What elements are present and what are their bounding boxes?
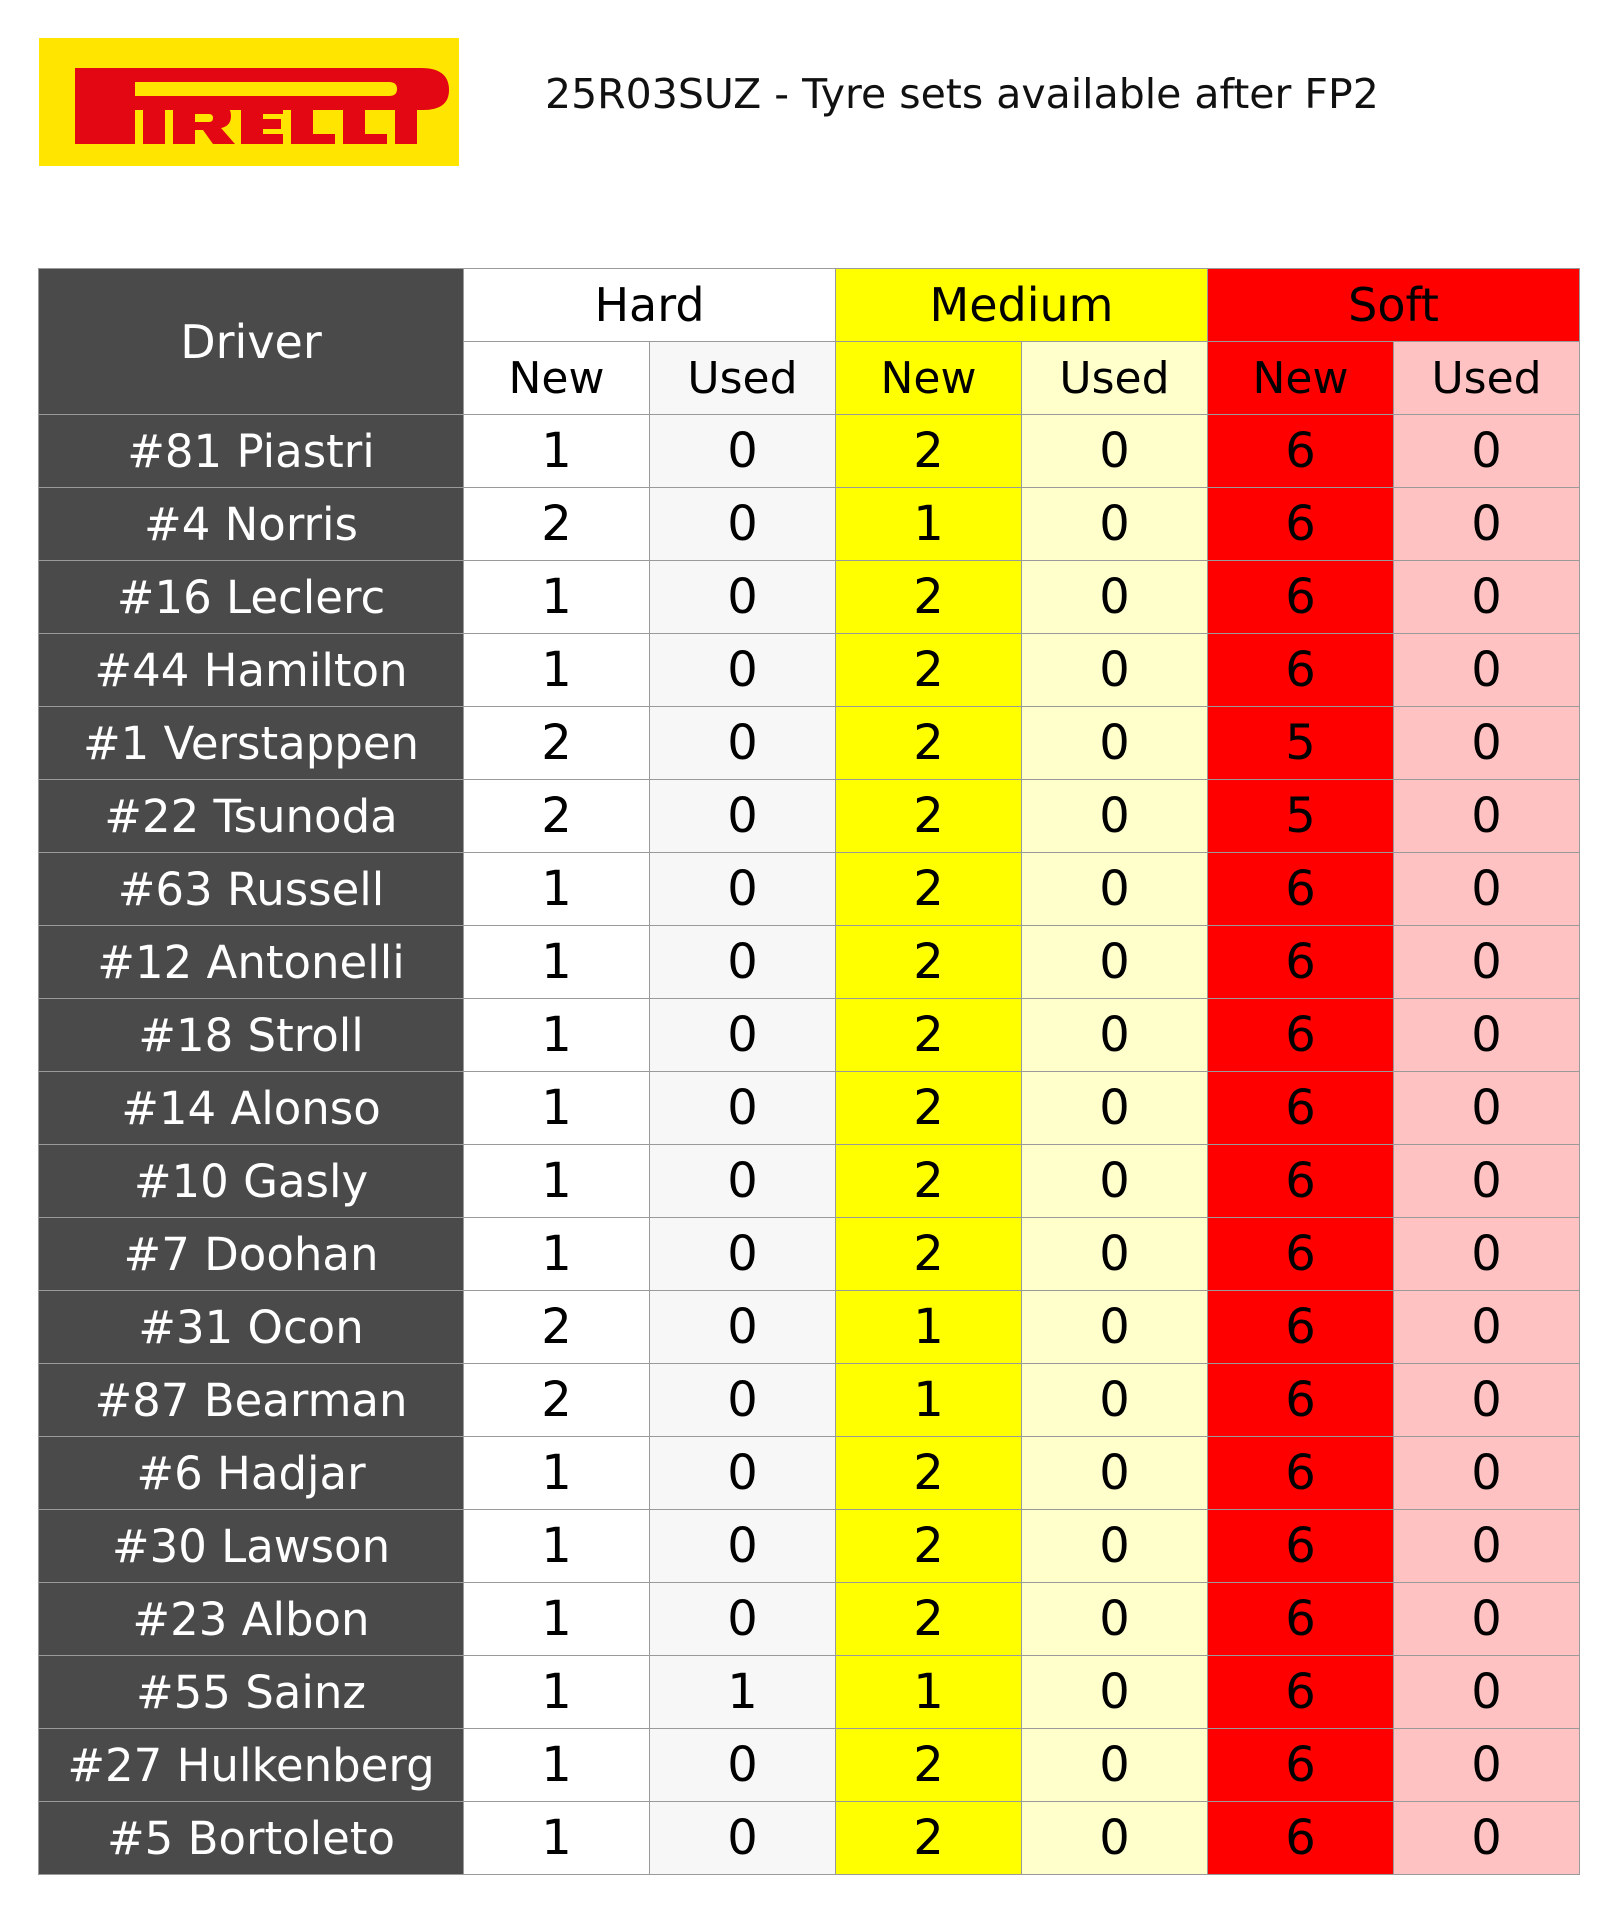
hard-new-cell: 2 [464,780,650,853]
soft-group-header: Soft [1208,269,1580,342]
table-row [39,415,1580,488]
soft-used-cell: 0 [1394,1364,1580,1437]
driver-name: #63 Russell [39,853,464,926]
medium-used-cell: 0 [1022,1364,1208,1437]
medium-used-cell: 0 [1022,634,1208,707]
soft-used-cell: 0 [1394,488,1580,561]
medium-used-cell: 0 [1022,1729,1208,1802]
soft-new-cell: 6 [1208,1656,1394,1729]
medium-new-cell: 2 [836,1218,1022,1291]
table-row [39,853,1580,926]
soft-used-cell: 0 [1394,1072,1580,1145]
hard-used-cell: 0 [650,1437,836,1510]
hard-new-cell: 1 [464,1656,650,1729]
medium-new-cell: 2 [836,999,1022,1072]
soft-new-cell: 6 [1208,561,1394,634]
medium-new-cell: 1 [836,1656,1022,1729]
tyre-sets-table [38,268,1580,1875]
medium-new-cell: 1 [836,1364,1022,1437]
driver-name: #44 Hamilton [39,634,464,707]
medium-new-cell: 2 [836,926,1022,999]
driver-name: #55 Sainz [39,1656,464,1729]
soft-new-cell: 6 [1208,1437,1394,1510]
medium-used-cell: 0 [1022,999,1208,1072]
soft-new-cell: 6 [1208,999,1394,1072]
soft-new-cell: 6 [1208,1583,1394,1656]
table-row [39,1145,1580,1218]
soft-new-cell: 5 [1208,707,1394,780]
soft-used-cell: 0 [1394,1656,1580,1729]
hard-used-cell: 0 [650,999,836,1072]
driver-name: #87 Bearman [39,1364,464,1437]
hard-used-cell: 0 [650,1802,836,1875]
soft-used-cell: 0 [1394,1510,1580,1583]
hard-used-cell: 0 [650,488,836,561]
table-row [39,999,1580,1072]
hard-new-cell: 1 [464,926,650,999]
medium-new-cell: 2 [836,853,1022,926]
table-row [39,634,1580,707]
soft-used-cell: 0 [1394,1802,1580,1875]
medium-used-cell: 0 [1022,1072,1208,1145]
medium-new-cell: 1 [836,488,1022,561]
medium-new-cell: 2 [836,1145,1022,1218]
hard-used-cell: 0 [650,780,836,853]
hard-new-cell: 1 [464,999,650,1072]
hard-used-cell: 0 [650,1218,836,1291]
soft-new-cell: 6 [1208,634,1394,707]
driver-name: #10 Gasly [39,1145,464,1218]
soft-used-cell: 0 [1394,707,1580,780]
soft-new-header: New [1208,342,1394,415]
table-body [39,415,1580,1875]
medium-new-cell: 2 [836,561,1022,634]
hard-new-cell: 1 [464,1729,650,1802]
pirelli-logo-wordmark [39,38,459,166]
soft-new-cell: 6 [1208,1802,1394,1875]
driver-name: #22 Tsunoda [39,780,464,853]
hard-new-cell: 1 [464,1145,650,1218]
medium-new-cell: 2 [836,707,1022,780]
table-row [39,561,1580,634]
medium-new-cell: 2 [836,1802,1022,1875]
page-title: 25R03SUZ - Tyre sets available after FP2 [545,70,1379,118]
medium-new-cell: 2 [836,1729,1022,1802]
soft-used-cell: 0 [1394,780,1580,853]
medium-new-cell: 2 [836,1583,1022,1656]
soft-new-cell: 6 [1208,1291,1394,1364]
hard-used-cell: 0 [650,1072,836,1145]
medium-new-cell: 2 [836,634,1022,707]
table-row [39,1729,1580,1802]
soft-new-cell: 6 [1208,926,1394,999]
table-row [39,1218,1580,1291]
driver-name: #18 Stroll [39,999,464,1072]
table-row [39,1656,1580,1729]
medium-used-cell: 0 [1022,1145,1208,1218]
table-row [39,1072,1580,1145]
hard-new-cell: 2 [464,1364,650,1437]
hard-group-header: Hard [464,269,836,342]
hard-used-cell: 0 [650,1583,836,1656]
soft-used-cell: 0 [1394,1145,1580,1218]
soft-new-cell: 6 [1208,853,1394,926]
medium-used-cell: 0 [1022,1218,1208,1291]
driver-name: #6 Hadjar [39,1437,464,1510]
driver-name: #27 Hulkenberg [39,1729,464,1802]
medium-used-header: Used [1022,342,1208,415]
hard-new-cell: 1 [464,853,650,926]
hard-new-cell: 1 [464,1510,650,1583]
hard-used-cell: 0 [650,634,836,707]
hard-new-cell: 2 [464,488,650,561]
medium-used-cell: 0 [1022,707,1208,780]
soft-new-cell: 6 [1208,1218,1394,1291]
soft-used-cell: 0 [1394,1583,1580,1656]
pirelli-logo [39,38,459,166]
hard-used-cell: 0 [650,561,836,634]
soft-used-cell: 0 [1394,561,1580,634]
soft-used-cell: 0 [1394,1437,1580,1510]
driver-name: #31 Ocon [39,1291,464,1364]
hard-new-cell: 1 [464,1802,650,1875]
hard-new-cell: 1 [464,1218,650,1291]
medium-new-cell: 2 [836,1072,1022,1145]
medium-used-cell: 0 [1022,488,1208,561]
hard-used-cell: 0 [650,926,836,999]
medium-new-cell: 2 [836,1437,1022,1510]
driver-name: #23 Albon [39,1583,464,1656]
hard-new-cell: 1 [464,634,650,707]
medium-used-cell: 0 [1022,853,1208,926]
hard-new-cell: 1 [464,1583,650,1656]
medium-new-cell: 2 [836,1510,1022,1583]
hard-new-cell: 1 [464,1437,650,1510]
medium-new-cell: 2 [836,415,1022,488]
hard-new-header: New [464,342,650,415]
hard-used-cell: 0 [650,853,836,926]
hard-new-cell: 1 [464,561,650,634]
soft-new-cell: 5 [1208,780,1394,853]
medium-used-cell: 0 [1022,1510,1208,1583]
table-row [39,1291,1580,1364]
table-row [39,1510,1580,1583]
hard-used-cell: 0 [650,415,836,488]
table-row [39,707,1580,780]
medium-used-cell: 0 [1022,561,1208,634]
soft-new-cell: 6 [1208,1510,1394,1583]
hard-new-cell: 2 [464,707,650,780]
driver-name: #81 Piastri [39,415,464,488]
table-row [39,1583,1580,1656]
soft-used-header: Used [1394,342,1580,415]
table-row [39,488,1580,561]
medium-used-cell: 0 [1022,780,1208,853]
soft-used-cell: 0 [1394,926,1580,999]
hard-used-cell: 0 [650,1145,836,1218]
hard-used-cell: 0 [650,1364,836,1437]
soft-new-cell: 6 [1208,1145,1394,1218]
soft-used-cell: 0 [1394,853,1580,926]
table-row [39,1802,1580,1875]
soft-new-cell: 6 [1208,1072,1394,1145]
table-row [39,1364,1580,1437]
hard-new-cell: 2 [464,1291,650,1364]
soft-new-cell: 6 [1208,488,1394,561]
soft-used-cell: 0 [1394,1218,1580,1291]
hard-used-cell: 0 [650,1291,836,1364]
driver-column-header: Driver [39,269,464,415]
medium-used-cell: 0 [1022,1291,1208,1364]
soft-new-cell: 6 [1208,1729,1394,1802]
medium-used-cell: 0 [1022,1583,1208,1656]
driver-name: #1 Verstappen [39,707,464,780]
hard-used-cell: 0 [650,1729,836,1802]
soft-new-cell: 6 [1208,1364,1394,1437]
medium-group-header: Medium [836,269,1208,342]
driver-name: #4 Norris [39,488,464,561]
soft-new-cell: 6 [1208,415,1394,488]
medium-used-cell: 0 [1022,1656,1208,1729]
medium-new-cell: 1 [836,1291,1022,1364]
soft-used-cell: 0 [1394,1729,1580,1802]
medium-used-cell: 0 [1022,1802,1208,1875]
soft-used-cell: 0 [1394,999,1580,1072]
driver-name: #30 Lawson [39,1510,464,1583]
table-row [39,926,1580,999]
soft-used-cell: 0 [1394,1291,1580,1364]
medium-used-cell: 0 [1022,415,1208,488]
hard-used-cell: 0 [650,707,836,780]
medium-new-header: New [836,342,1022,415]
medium-used-cell: 0 [1022,1437,1208,1510]
medium-new-cell: 2 [836,780,1022,853]
soft-used-cell: 0 [1394,415,1580,488]
table-row [39,780,1580,853]
driver-name: #14 Alonso [39,1072,464,1145]
driver-name: #7 Doohan [39,1218,464,1291]
driver-name: #16 Leclerc [39,561,464,634]
hard-used-cell: 1 [650,1656,836,1729]
hard-new-cell: 1 [464,1072,650,1145]
driver-name: #5 Bortoleto [39,1802,464,1875]
soft-used-cell: 0 [1394,634,1580,707]
group-header-row [39,269,1580,342]
table-row [39,1437,1580,1510]
hard-used-cell: 0 [650,1510,836,1583]
driver-name: #12 Antonelli [39,926,464,999]
medium-used-cell: 0 [1022,926,1208,999]
hard-used-header: Used [650,342,836,415]
hard-new-cell: 1 [464,415,650,488]
